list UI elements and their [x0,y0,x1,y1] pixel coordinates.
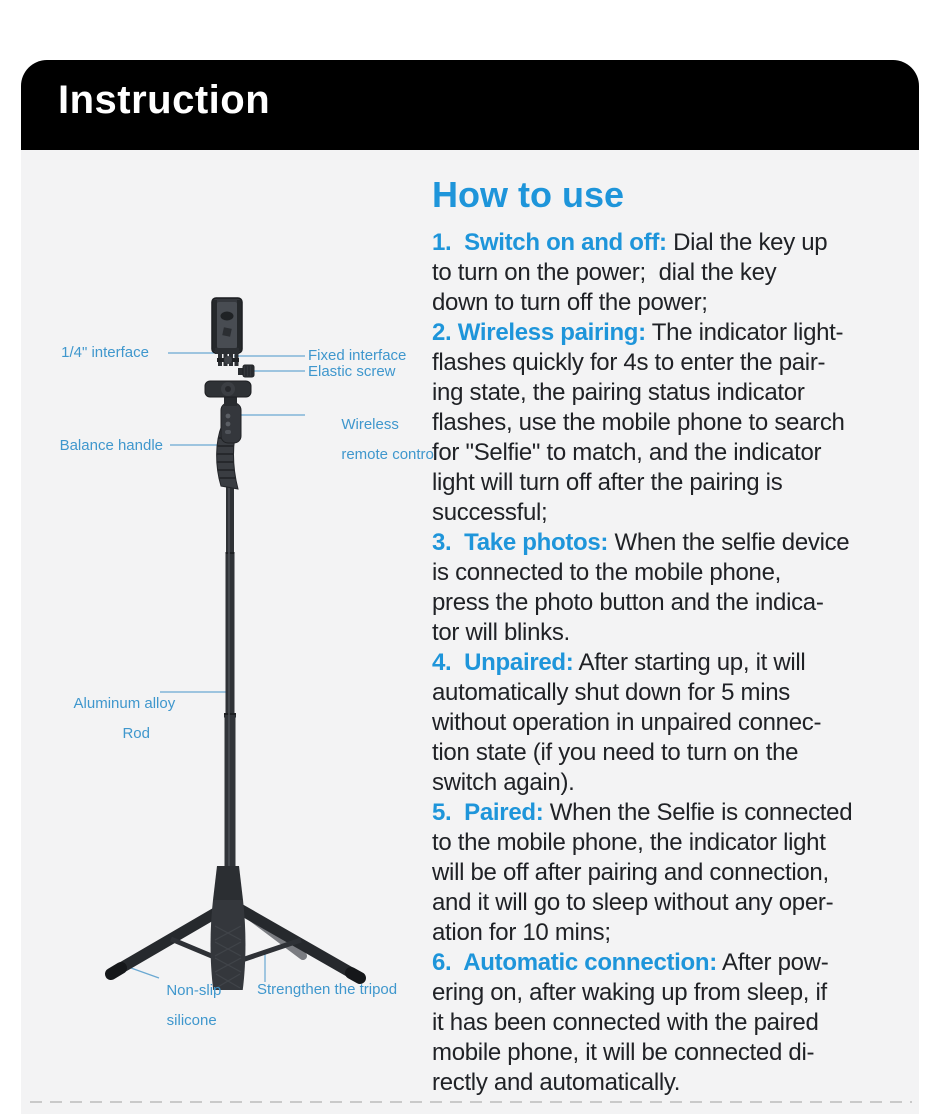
fixed-interface-mount [205,381,251,406]
page-title: Instruction [58,78,271,122]
howto-line: 2. Wireless pairing: The indicator light- [432,319,844,346]
howto-line: ering on, after waking up from sleep, if [432,979,827,1006]
label-strengthen-tripod: Strengthen the tripod [257,981,398,998]
howto-line: light will turn off after the pairing is [432,469,783,496]
howto-line: is connected to the mobile phone, [432,559,782,586]
howto-line: press the photo button and the indica- [432,589,824,616]
howto-line: 3. Take photos: When the selfie device [432,529,850,556]
step-label: 3. Take photos: [432,529,609,556]
instruction-card [21,60,919,1114]
card-body [21,150,919,1114]
label-balance-handle: Balance handle [59,437,163,454]
selfie-tripod-illustration [81,290,381,990]
howto-steps [432,228,919,1098]
howto-line: flashes quickly for 4s to enter the pair- [432,349,826,376]
card-header [21,60,919,150]
howto-line: without operation in unpaired connec- [432,709,822,736]
bottom-dashed-divider [30,1101,912,1103]
label-wireless-remote-control: Wireless remote control [341,416,438,463]
howto-line: switch again). [432,769,575,796]
wireless-remote-control [221,403,241,443]
non-slip-foot-right [351,973,360,978]
howto-line: to turn on the power; dial the key [432,259,777,286]
howto-line: ation for 10 mins; [432,919,611,946]
howto-line: and it will go to sleep without any oper- [432,889,834,916]
step-label: 6. Automatic connection: [432,949,717,976]
howto-line: it has been connected with the paired [432,1009,819,1036]
howto-title: How to use [432,174,625,215]
elastic-screw-knob [238,365,254,377]
label-non-slip-silicone: Non-slip silicone [166,982,222,1029]
label-quarter-inch-interface: 1/4" interface [61,344,149,361]
howto-line: for "Selfie" to match, and the indicator [432,439,822,466]
howto-line: to the mobile phone, the indicator light [432,829,826,856]
step-label: 1. Switch on and off: [432,229,667,256]
step-label: 2. Wireless pairing: [432,319,646,346]
howto-line: automatically shut down for 5 mins [432,679,790,706]
howto-line: tion state (if you need to turn on the [432,739,799,766]
howto-line: rectly and automatically. [432,1069,681,1096]
label-aluminum-alloy-rod: Aluminum alloy Rod [73,695,176,742]
howto-line: 4. Unpaired: After starting up, it will [432,649,806,676]
howto-line: ing state, the pairing status indicator [432,379,805,406]
howto-line: 5. Paired: When the Selfie is connected [432,799,853,826]
howto-line: 6. Automatic connection: After pow- [432,949,829,976]
label-elastic-screw: Elastic screw [308,363,396,380]
howto-line: tor will blinks. [432,619,570,646]
step-label: 5. Paired: [432,799,544,826]
howto-line: mobile phone, it will be connected di- [432,1039,815,1066]
howto-line: successful; [432,499,548,526]
telescopic-rod [224,485,236,870]
howto-line: flashes, use the mobile phone to search [432,409,845,436]
step-label: 4. Unpaired: [432,649,574,676]
howto-line: will be off after pairing and connection, [432,859,829,886]
howto-line: 1. Switch on and off: Dial the key up [432,229,828,256]
label-fixed-interface: Fixed interface [308,347,407,364]
non-slip-foot-left [111,968,121,974]
phone-clamp [212,298,242,354]
howto-line: down to turn off the power; [432,289,708,316]
